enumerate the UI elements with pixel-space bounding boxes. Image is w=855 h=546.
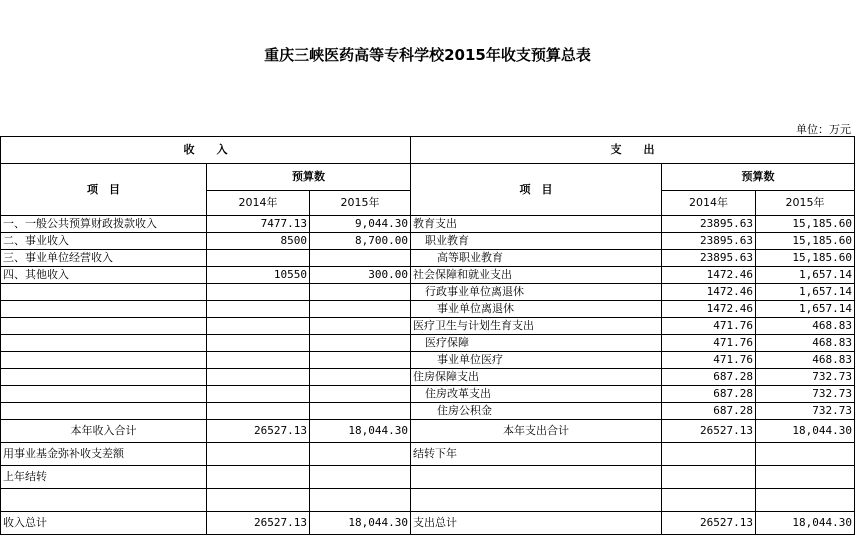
- income-item-header: 项 目: [1, 164, 207, 216]
- table-row: [1, 403, 855, 420]
- table-row: [1, 301, 855, 318]
- income-2014-cell: [207, 301, 310, 318]
- table-row: [1, 352, 855, 369]
- table-row: [1, 267, 855, 284]
- income-item-cell: 一、一般公共预算财政拨款收入: [1, 216, 207, 233]
- expense-item-cell: 医疗保障: [411, 335, 662, 352]
- expense-2014-cell: 471.76: [662, 318, 756, 335]
- section-header-row: [1, 137, 855, 164]
- income-2014-cell: 10550: [207, 267, 310, 284]
- expense-2015-cell: 468.83: [756, 318, 855, 335]
- expense-subtotal-2015: 18,044.30: [756, 420, 855, 443]
- income-2014-cell: [207, 386, 310, 403]
- expense-2015-cell: 15,185.60: [756, 250, 855, 267]
- income-2014-cell: 7477.13: [207, 216, 310, 233]
- expense-item-cell: 事业单位医疗: [411, 352, 662, 369]
- expense-subtotal-label: 本年支出合计: [411, 420, 662, 443]
- income-2015-cell: 8,700.00: [310, 233, 411, 250]
- expense-item-cell: 住房公积金: [411, 403, 662, 420]
- income-header: 收 入: [1, 137, 411, 164]
- expense-2014-cell: 471.76: [662, 335, 756, 352]
- table-row: [1, 318, 855, 335]
- fund-row: [1, 443, 855, 466]
- income-2015-header: 2015年: [310, 191, 411, 216]
- income-2014-header: 2014年: [207, 191, 310, 216]
- expense-item-cell: 行政事业单位离退休: [411, 284, 662, 301]
- expense-2014-cell: 23895.63: [662, 233, 756, 250]
- expense-2015-cell: 1,657.14: [756, 301, 855, 318]
- income-item-cell: 四、其他收入: [1, 267, 207, 284]
- expense-item-cell: 事业单位离退休: [411, 301, 662, 318]
- expense-total-2014: 26527.13: [662, 512, 756, 535]
- income-subtotal-label: 本年收入合计: [1, 420, 207, 443]
- expense-2014-cell: 1472.46: [662, 284, 756, 301]
- income-2015-cell: [310, 301, 411, 318]
- expense-2014-cell: 687.28: [662, 386, 756, 403]
- income-item-cell: [1, 369, 207, 386]
- expense-2015-cell: 468.83: [756, 352, 855, 369]
- income-item-cell: [1, 301, 207, 318]
- expense-2014-cell: 1472.46: [662, 267, 756, 284]
- carry-in-row: [1, 466, 855, 489]
- table-row: [1, 369, 855, 386]
- table-row: [1, 233, 855, 250]
- expense-2014-cell: 1472.46: [662, 301, 756, 318]
- budget-table: [0, 136, 855, 535]
- table-row: [1, 335, 855, 352]
- expense-subtotal-2014: 26527.13: [662, 420, 756, 443]
- expense-2015-cell: 15,185.60: [756, 216, 855, 233]
- income-2014-cell: [207, 284, 310, 301]
- income-item-cell: [1, 352, 207, 369]
- expense-total-label: 支出总计: [411, 512, 662, 535]
- expense-budget-header: 预算数: [662, 164, 855, 191]
- income-2014-cell: [207, 318, 310, 335]
- unit-label: 单位：万元: [796, 123, 851, 136]
- income-2014-cell: [207, 352, 310, 369]
- income-2014-cell: 8500: [207, 233, 310, 250]
- income-2014-cell: [207, 369, 310, 386]
- table-row: [1, 216, 855, 233]
- table-row: [1, 250, 855, 267]
- income-2015-cell: [310, 284, 411, 301]
- expense-2014-cell: 687.28: [662, 403, 756, 420]
- income-2015-cell: [310, 386, 411, 403]
- expense-2014-header: 2014年: [662, 191, 756, 216]
- expense-item-cell: 高等职业教育: [411, 250, 662, 267]
- expense-item-cell: 住房改革支出: [411, 386, 662, 403]
- expense-item-header: 项 目: [411, 164, 662, 216]
- income-2014-cell: [207, 403, 310, 420]
- income-item-cell: [1, 335, 207, 352]
- expense-2015-cell: 732.73: [756, 403, 855, 420]
- expense-item-cell: 住房保障支出: [411, 369, 662, 386]
- expense-item-cell: 社会保障和就业支出: [411, 267, 662, 284]
- blank-row: [1, 489, 855, 512]
- table-row: [1, 284, 855, 301]
- income-2015-cell: [310, 250, 411, 267]
- table-row: [1, 386, 855, 403]
- carry-in-label: 上年结转: [1, 466, 207, 489]
- expense-2015-cell: 732.73: [756, 386, 855, 403]
- income-2014-cell: [207, 250, 310, 267]
- expense-2014-cell: 23895.63: [662, 216, 756, 233]
- fund-label: 用事业基金弥补收支差额: [1, 443, 207, 466]
- total-row: [1, 512, 855, 535]
- income-total-2015: 18,044.30: [310, 512, 411, 535]
- page-title: 重庆三峡医药高等专科学校2015年收支预算总表: [264, 46, 591, 64]
- income-subtotal-2015: 18,044.30: [310, 420, 411, 443]
- income-budget-header: 预算数: [207, 164, 411, 191]
- expense-total-2015: 18,044.30: [756, 512, 855, 535]
- expense-2015-header: 2015年: [756, 191, 855, 216]
- expense-2014-cell: 471.76: [662, 352, 756, 369]
- income-item-cell: 三、事业单位经营收入: [1, 250, 207, 267]
- expense-2015-cell: 1,657.14: [756, 284, 855, 301]
- income-2015-cell: [310, 318, 411, 335]
- income-2014-cell: [207, 335, 310, 352]
- expense-2015-cell: 468.83: [756, 335, 855, 352]
- expense-2015-cell: 15,185.60: [756, 233, 855, 250]
- income-item-cell: 二、事业收入: [1, 233, 207, 250]
- carry-out-label: 结转下年: [411, 443, 662, 466]
- expense-2014-cell: 23895.63: [662, 250, 756, 267]
- expense-2015-cell: 732.73: [756, 369, 855, 386]
- expense-2015-cell: 1,657.14: [756, 267, 855, 284]
- income-total-2014: 26527.13: [207, 512, 310, 535]
- income-2015-cell: 9,044.30: [310, 216, 411, 233]
- income-2015-cell: [310, 335, 411, 352]
- expense-item-cell: 职业教育: [411, 233, 662, 250]
- column-header-row: [1, 164, 855, 191]
- income-subtotal-2014: 26527.13: [207, 420, 310, 443]
- expense-header: 支 出: [411, 137, 855, 164]
- income-item-cell: [1, 386, 207, 403]
- expense-item-cell: 教育支出: [411, 216, 662, 233]
- income-2015-cell: 300.00: [310, 267, 411, 284]
- income-item-cell: [1, 318, 207, 335]
- income-item-cell: [1, 403, 207, 420]
- income-2015-cell: [310, 403, 411, 420]
- income-total-label: 收入总计: [1, 512, 207, 535]
- expense-2014-cell: 687.28: [662, 369, 756, 386]
- income-item-cell: [1, 284, 207, 301]
- subtotal-row: [1, 420, 855, 443]
- income-2015-cell: [310, 369, 411, 386]
- expense-item-cell: 医疗卫生与计划生育支出: [411, 318, 662, 335]
- income-2015-cell: [310, 352, 411, 369]
